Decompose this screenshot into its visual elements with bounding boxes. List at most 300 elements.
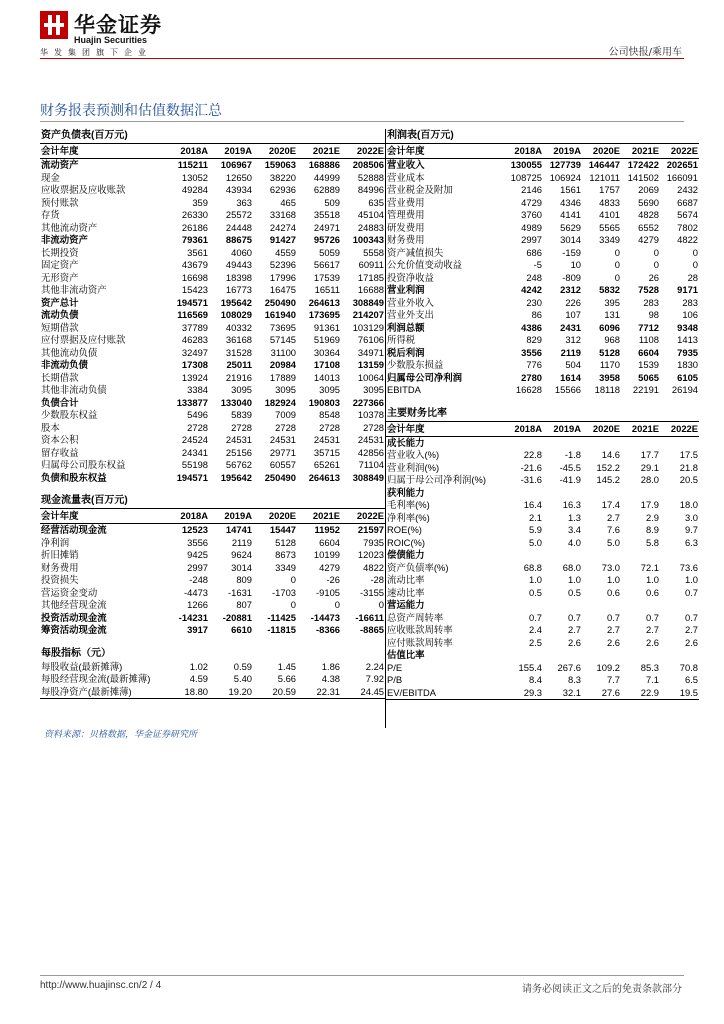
row-value: 4828 (638, 209, 659, 221)
table-row (386, 474, 699, 487)
row-value: 60557 (269, 459, 296, 471)
row-value: 250490 (264, 296, 296, 308)
row-value: 28.0 (640, 474, 659, 486)
row-value: 24.45 (341, 686, 385, 699)
year-header-cell: 2018A (165, 509, 209, 524)
row-value (582, 549, 621, 562)
row-label: 营业外收入 (387, 296, 434, 308)
row-value: 4386 (521, 321, 542, 333)
row-label: 财务费用 (41, 561, 79, 573)
row-value: 0.5 (528, 586, 542, 598)
row-value: 16475 (269, 284, 296, 296)
row-value: 10 (570, 259, 581, 271)
table-row (40, 372, 385, 385)
row-value: 2.6 (606, 636, 620, 648)
year-header-row (40, 144, 385, 159)
row-value: 62889 (313, 184, 340, 196)
table-row (40, 334, 385, 347)
row-value: -5 (533, 259, 542, 271)
row-value: 1.0 (684, 574, 698, 586)
row-value: 25011 (226, 359, 252, 371)
row-value (543, 599, 582, 612)
row-value (582, 487, 621, 500)
row-value: 208506 (352, 159, 384, 171)
row-value: 57145 (269, 334, 296, 346)
row-value: 108725 (510, 171, 542, 183)
row-label: 营业利润 (387, 284, 425, 296)
year-header-cell: 2021E (297, 509, 341, 524)
row-label: 非流动负债 (41, 359, 88, 371)
row-value: 8.3 (567, 674, 581, 686)
row-value (543, 649, 582, 662)
row-value: 2728 (275, 421, 296, 433)
row-value: 3556 (187, 536, 208, 548)
table-row (40, 259, 385, 272)
row-value: 5.0 (606, 536, 620, 548)
row-value: 1.86 (321, 660, 340, 672)
company-slogan: 华发集团旗下企业 (40, 48, 152, 57)
row-value: 4279 (319, 561, 340, 573)
row-value: 115211 (177, 159, 208, 171)
year-header-cell: 2019A (209, 144, 253, 159)
row-label: 毛利率(%) (387, 499, 430, 511)
row-value: 267.6 (557, 661, 581, 673)
row-value (543, 549, 582, 562)
row-value (621, 549, 660, 562)
row-value: 3095 (275, 384, 296, 396)
row-label: 投资活动现金流 (41, 611, 107, 623)
row-value: 46283 (181, 334, 208, 346)
row-value: 214207 (352, 309, 384, 321)
row-value: 2728 (363, 421, 384, 433)
row-value: 226 (565, 296, 581, 308)
row-value: 29771 (269, 446, 296, 458)
row-value: 7.6 (606, 524, 620, 536)
row-value: 2728 (187, 421, 208, 433)
row-value: 116569 (177, 309, 208, 321)
row-label: 营运资金变动 (41, 586, 98, 598)
row-value: 2.7 (606, 511, 620, 523)
row-label: 其他非流动负债 (41, 384, 107, 396)
row-value: 2.1 (528, 511, 542, 523)
row-label: 速动比率 (387, 586, 425, 598)
row-value: -9105 (316, 586, 340, 598)
row-value: -1703 (272, 586, 296, 598)
row-value: 283 (643, 296, 659, 308)
row-value: 15447 (269, 524, 296, 536)
row-value: 27.6 (582, 687, 621, 700)
table-row (386, 359, 699, 372)
row-value: 4559 (275, 246, 296, 258)
row-value: 43934 (225, 184, 252, 196)
row-value: 76106 (357, 334, 384, 346)
row-value: 106 (682, 309, 698, 321)
row-label: 获利能力 (387, 486, 425, 498)
table-row (40, 222, 385, 235)
row-value: 5.40 (233, 673, 252, 685)
year-header-cell: 2018A (165, 144, 209, 159)
row-label: 经营活动现金流 (41, 524, 107, 536)
table-title: 利润表(百万元) (387, 130, 454, 141)
row-value: 7009 (275, 409, 296, 421)
row-value: 52888 (357, 171, 384, 183)
row-value: 2.4 (528, 624, 542, 636)
row-value: 7528 (638, 284, 659, 296)
year-header-cell: 2020E (582, 144, 621, 159)
row-value: -16611 (355, 611, 384, 623)
row-value: 133877 (176, 396, 208, 408)
row-value (504, 649, 543, 662)
table-row (386, 687, 699, 700)
table-row (386, 259, 699, 272)
row-label: 研发费用 (387, 221, 425, 233)
row-value: 3095 (319, 384, 340, 396)
row-value: 12023 (357, 549, 384, 561)
year-header-cell: 2020E (582, 421, 621, 436)
row-value (621, 487, 660, 500)
row-value: 0 (290, 574, 296, 586)
row-value: 5.8 (645, 536, 659, 548)
row-value: 6610 (231, 624, 252, 636)
table-row (40, 297, 385, 310)
row-label: 营业收入(%) (387, 449, 440, 461)
row-value: -14231 (178, 611, 208, 623)
row-value: 2069 (638, 184, 659, 196)
row-value: 5629 (560, 221, 581, 233)
row-value: 33168 (269, 209, 296, 221)
year-header-label: 会计年度 (40, 509, 165, 524)
row-value: 24531 (269, 434, 296, 446)
row-value: 34971 (357, 346, 384, 358)
row-value: 88675 (225, 234, 252, 246)
table-row (386, 487, 699, 500)
row-value: 16.4 (523, 499, 542, 511)
row-value: 0.7 (645, 611, 659, 623)
row-value: 73.6 (679, 561, 698, 573)
row-value: 5128 (275, 536, 296, 548)
table-row (40, 599, 385, 612)
table-row (40, 537, 385, 550)
row-label: 应付账款周转率 (387, 636, 453, 648)
row-label: 每股收益(最新摊薄) (41, 660, 123, 672)
row-value (660, 549, 699, 562)
row-value: 308849 (352, 296, 384, 308)
row-value: 19.20 (209, 686, 253, 699)
row-label: 财务费用 (387, 234, 425, 246)
table-row (386, 562, 699, 575)
row-value: 152.2 (596, 461, 620, 473)
row-value: 6105 (677, 371, 698, 383)
row-value: -11815 (267, 624, 296, 636)
row-label: 股本 (41, 421, 60, 433)
row-value: 0.59 (233, 660, 252, 672)
row-value: 36168 (225, 334, 252, 346)
table-row (386, 674, 699, 687)
spacer-cell (40, 484, 385, 494)
row-value: 0.7 (567, 611, 581, 623)
row-value: 35715 (313, 446, 340, 458)
row-value: 56617 (313, 259, 340, 271)
row-value: 2.6 (567, 636, 581, 648)
row-label: ROIC(%) (387, 536, 426, 548)
row-value: 109.2 (596, 661, 620, 673)
row-value: 24448 (225, 221, 252, 233)
row-value: 3014 (231, 561, 252, 573)
row-value: 6.5 (684, 674, 698, 686)
row-label: 其他流动资产 (41, 221, 98, 233)
row-value: 2.6 (684, 636, 698, 648)
row-label: 营业费用 (387, 196, 425, 208)
table-row (386, 184, 699, 197)
company-name-en: Huajin Securities (74, 35, 148, 45)
row-label: 其他流动负债 (41, 346, 98, 358)
row-value (621, 436, 660, 449)
row-value: 141502 (627, 171, 659, 183)
row-value: -20881 (222, 611, 252, 623)
row-value: 8673 (275, 549, 296, 561)
row-value (504, 599, 543, 612)
table-row (40, 661, 385, 674)
year-header-cell: 2020E (253, 509, 297, 524)
row-value: 4.59 (189, 673, 208, 685)
row-label: 利润总额 (387, 321, 425, 333)
row-value: 2.9 (645, 511, 659, 523)
table-row (40, 347, 385, 360)
year-header-label: 会计年度 (386, 421, 504, 436)
table-row (40, 447, 385, 460)
row-value: 106924 (549, 171, 581, 183)
row-value: 18.0 (679, 499, 698, 511)
row-value: 2146 (521, 184, 542, 196)
row-value: 131 (604, 309, 620, 321)
table-row (386, 347, 699, 360)
row-value: 8548 (319, 409, 340, 421)
row-value: 40332 (225, 321, 252, 333)
row-value: 227366 (352, 396, 384, 408)
row-value: 9624 (231, 549, 252, 561)
row-value: 308849 (352, 471, 384, 483)
row-value: 1.0 (606, 574, 620, 586)
table-row (40, 562, 385, 575)
row-value: 10199 (313, 549, 340, 561)
table-row (40, 397, 385, 410)
row-value: 4822 (677, 234, 698, 246)
row-value: 22.8 (523, 449, 542, 461)
row-value: 3.4 (567, 524, 581, 536)
row-value: 6604 (638, 346, 659, 358)
row-value: 172422 (627, 159, 659, 171)
row-value: 2312 (560, 284, 581, 296)
row-value: 363 (236, 196, 252, 208)
row-label: 资本公积 (41, 434, 79, 446)
row-label: EV/EBITDA (386, 687, 504, 700)
row-value: 45104 (357, 209, 384, 221)
table-row (386, 524, 699, 537)
row-value: 17996 (269, 271, 296, 283)
row-value: 17308 (181, 359, 208, 371)
row-label: 所得税 (387, 334, 416, 346)
row-value: -248 (189, 574, 208, 586)
row-value: 3095 (231, 384, 252, 396)
row-value: 103129 (352, 321, 384, 333)
row-value: 16.3 (562, 499, 581, 511)
row-value: 5832 (599, 284, 620, 296)
table-row (386, 537, 699, 550)
row-value: 248 (526, 271, 542, 283)
table-row (40, 574, 385, 587)
row-label: 负债和股东权益 (41, 471, 107, 483)
row-value: 1830 (677, 359, 698, 371)
row-value: 776 (526, 359, 542, 371)
row-value: 11952 (314, 524, 340, 536)
row-value: 32.1 (543, 687, 582, 700)
table-row (386, 574, 699, 587)
row-value: 5.0 (528, 536, 542, 548)
row-value: 13159 (357, 359, 384, 371)
row-value: 42856 (357, 446, 384, 458)
table-row (40, 459, 385, 472)
row-value (660, 436, 699, 449)
row-value: 5558 (363, 246, 384, 258)
row-value: 5128 (599, 346, 620, 358)
year-header-cell: 2021E (621, 144, 660, 159)
row-value: 0 (614, 246, 620, 258)
row-value: -809 (562, 271, 581, 283)
row-value: 504 (565, 359, 581, 371)
row-label: 营业外支出 (387, 309, 434, 321)
spacer-row (40, 484, 385, 494)
row-value: 17108 (313, 359, 340, 371)
row-value: 29.3 (504, 687, 543, 700)
row-value: 2997 (187, 561, 208, 573)
table-row (386, 512, 699, 525)
table-row (386, 624, 699, 637)
row-value: 359 (192, 196, 208, 208)
row-value: 49443 (225, 259, 252, 271)
row-label: 投资净收益 (387, 271, 434, 283)
row-value: 0 (334, 599, 340, 611)
row-value: 30364 (313, 346, 340, 358)
row-value: 0 (692, 246, 698, 258)
row-label: 少数股东损益 (387, 359, 444, 371)
row-value: 4.0 (567, 536, 581, 548)
row-value: 16511 (314, 284, 340, 296)
table-title: 现金流量表(百万元) (41, 495, 128, 506)
year-header-cell: 2019A (543, 421, 582, 436)
row-value: 6096 (599, 321, 620, 333)
row-value: 829 (526, 334, 542, 346)
row-value: 9171 (677, 284, 698, 296)
row-value: 1170 (599, 359, 620, 371)
huajin-logo-icon (40, 11, 68, 39)
row-value: 19.5 (660, 687, 699, 700)
row-value: 2431 (560, 321, 581, 333)
row-value: 809 (236, 574, 252, 586)
footer-url-link[interactable]: http://www.huajinsc.cn/2 / 4 (40, 980, 162, 991)
row-value: 37789 (181, 321, 208, 333)
row-value: 4.38 (321, 673, 340, 685)
row-value: 1.3 (567, 511, 581, 523)
row-label: 总资产周转率 (387, 611, 444, 623)
row-value: 5674 (677, 209, 698, 221)
row-value: 7935 (363, 536, 384, 548)
row-value: 22.31 (297, 686, 341, 699)
row-value: 7935 (677, 346, 698, 358)
row-label: 投资损失 (41, 574, 79, 586)
row-value: 2728 (319, 421, 340, 433)
table-row (386, 599, 699, 612)
table-row (386, 612, 699, 625)
table-row (386, 637, 699, 650)
row-value: 0.7 (528, 611, 542, 623)
row-value: 686 (526, 246, 542, 258)
row-value: 2.24 (365, 660, 384, 672)
right-financial-table (386, 129, 699, 700)
row-value: 43679 (181, 259, 208, 271)
row-value: -41.9 (559, 474, 581, 486)
row-value: 194571 (176, 471, 208, 483)
row-value: 9.7 (684, 524, 698, 536)
table-row (386, 449, 699, 462)
row-value: -1.8 (564, 449, 581, 461)
row-label: 估值比率 (387, 649, 425, 661)
row-value: 10064 (357, 371, 384, 383)
row-value: 190803 (308, 396, 340, 408)
year-header-cell: 2019A (543, 144, 582, 159)
row-value (621, 649, 660, 662)
row-value: 6604 (319, 536, 340, 548)
row-value: 24274 (269, 221, 296, 233)
row-value: -8865 (360, 624, 384, 636)
row-label: 营业税金及附加 (387, 184, 453, 196)
row-value: 22.9 (621, 687, 660, 700)
table-title: 主要财务比率 (387, 407, 447, 419)
row-value: 130055 (510, 159, 542, 171)
row-value: 91427 (269, 234, 296, 246)
row-label: 流动负债 (41, 309, 79, 321)
row-label: 流动比率 (387, 574, 425, 586)
row-value: 18398 (225, 271, 252, 283)
row-value: -26 (326, 574, 340, 586)
table-row (40, 359, 385, 372)
row-label: 营业成本 (387, 171, 425, 183)
row-value: 1.0 (567, 574, 581, 586)
table-row (40, 272, 385, 285)
row-value: 4060 (231, 246, 252, 258)
row-value: 31528 (225, 346, 252, 358)
row-value: 20.59 (253, 686, 297, 699)
row-value: 12523 (181, 524, 208, 536)
row-value: 173695 (308, 309, 340, 321)
table-row (386, 297, 699, 310)
row-value: 509 (324, 196, 340, 208)
row-label: 净利率(%) (387, 511, 430, 523)
data-source-note: 资料来源：贝格数据，华金证券研究所 (44, 730, 198, 740)
row-value: 2.5 (528, 636, 542, 648)
row-value: -14473 (310, 611, 340, 623)
year-header-cell: 2021E (621, 421, 660, 436)
row-label: 无形资产 (41, 271, 79, 283)
table-row (386, 334, 699, 347)
row-value: 0 (653, 246, 659, 258)
table-row (40, 422, 385, 435)
row-value: 17.4 (601, 499, 620, 511)
row-value: 68.8 (523, 561, 542, 573)
row-value: 26 (648, 271, 659, 283)
table-row (386, 272, 699, 285)
row-value: -21.6 (520, 461, 542, 473)
table-row (386, 372, 699, 385)
